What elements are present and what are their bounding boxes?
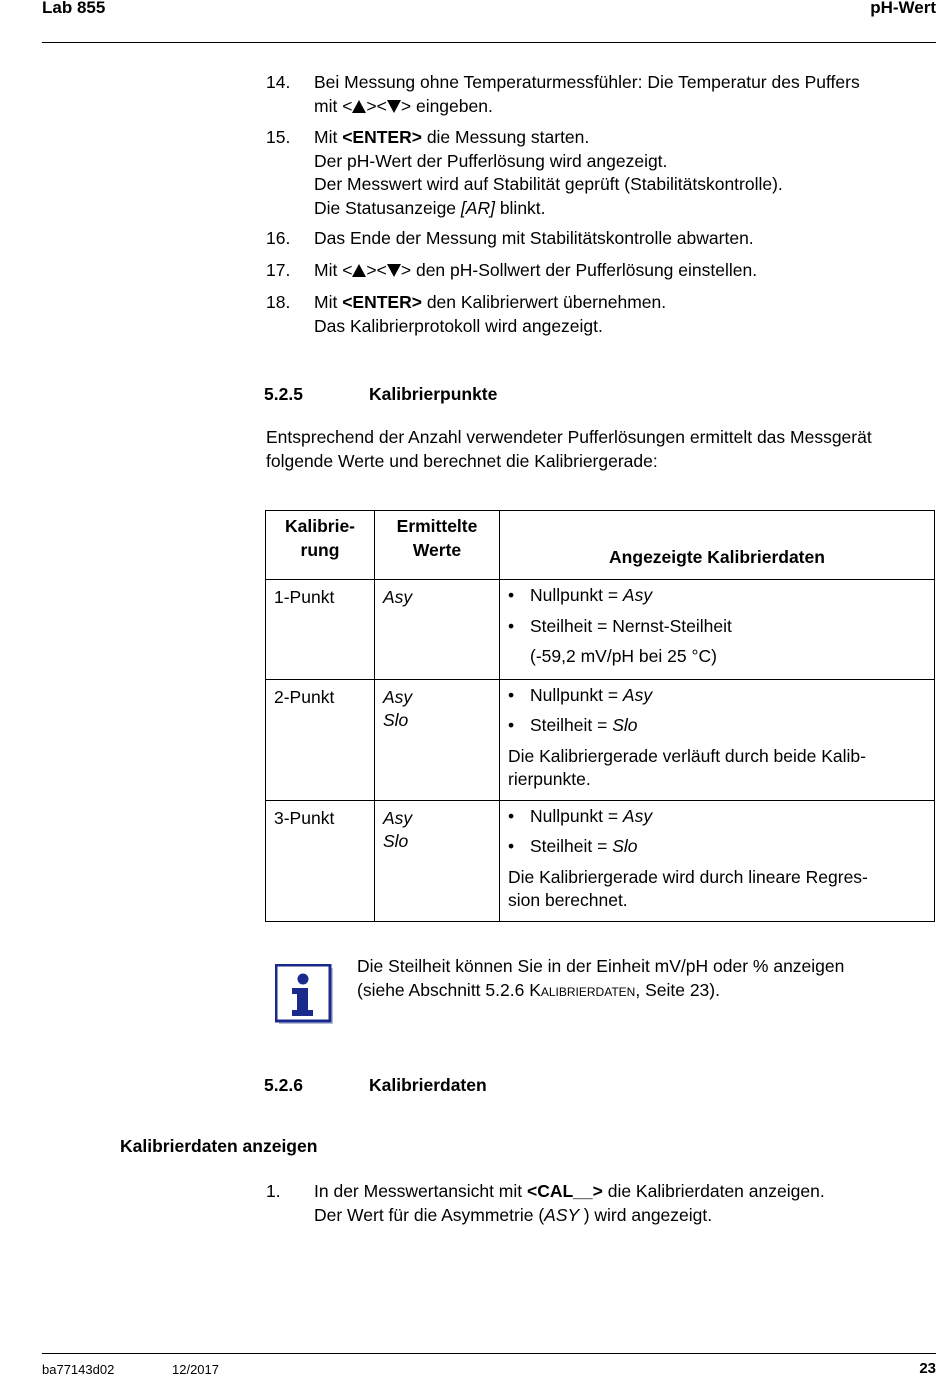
- arrow-up-icon: [352, 264, 366, 277]
- cell-kalibrierung: 1-Punkt: [266, 580, 375, 680]
- header-angezeigte-kalibrierdaten: Angezeigte Kalibrierdaten: [500, 511, 935, 580]
- section-number: 5.2.6: [264, 1075, 303, 1095]
- arrow-down-icon: [387, 264, 401, 277]
- list-item: • Nullpunkt = Asy: [508, 684, 926, 708]
- step-number: 15.: [266, 127, 291, 147]
- step-text: In der Messwertansicht mit <CAL__> die Kalibrierdaten anzeigen.: [314, 1181, 825, 1201]
- page-number: 23: [919, 1360, 936, 1377]
- list-item: • Steilheit = Nernst-Steilheit: [508, 615, 926, 639]
- step-text: Mit <ENTER> die Messung starten.: [314, 127, 590, 147]
- step-text: Mit < >< > den pH-Sollwert der Pufferlösung einstellen.: [314, 260, 758, 280]
- table-row: [266, 580, 935, 680]
- cell-werte: Asy Slo: [375, 679, 500, 800]
- header-right-title: pH-Wert: [870, 0, 936, 17]
- cell-werte: Asy Slo: [375, 800, 500, 921]
- info-note-text: Die Steilheit können Sie in der Einheit mV/pH oder % anzeigen (siehe Abschnitt 5.2.6 Kalibrierdaten, Seite 23).: [357, 956, 845, 1000]
- step-text: Das Kalibrierprotokoll wird angezeigt.: [314, 315, 603, 336]
- footer-doc-number: ba77143d02: [42, 1362, 115, 1377]
- step-text: Der Wert für die Asymmetrie (ASY ) wird angezeigt.: [314, 1204, 713, 1225]
- footer-rule: [42, 1353, 936, 1354]
- intro-paragraph: Entsprechend der Anzahl verwendeter Pufferlösungen ermittelt das Messgerät folgende Werte und berechnet die Kalibriergerade:: [266, 427, 872, 471]
- section-title: Kalibrierpunkte: [369, 384, 498, 404]
- step-number: 1.: [266, 1181, 281, 1201]
- footer-date: 12/2017: [172, 1362, 219, 1377]
- list-item: • Steilheit = Slo: [508, 835, 926, 859]
- step-text: Bei Messung ohne Temperaturmessfühler: Die Temperatur des Puffers: [314, 72, 860, 92]
- step-number: 17.: [266, 260, 291, 280]
- step-number: 14.: [266, 72, 291, 92]
- step-text: Der Messwert wird auf Stabilität geprüft (Stabilitätskontrolle).: [314, 174, 783, 194]
- step-text: Der pH-Wert der Pufferlösung wird angezeigt.: [314, 150, 668, 171]
- table-header-row: [266, 511, 935, 580]
- cell-kalibrierdaten: [500, 580, 935, 680]
- table-row: [266, 800, 935, 921]
- cell-kalibrierdaten: [500, 679, 935, 800]
- section-title: Kalibrierdaten: [369, 1075, 487, 1095]
- cell-kalibrierung: 2-Punkt: [266, 679, 375, 800]
- table-row: [266, 679, 935, 800]
- side-heading: Kalibrierdaten anzeigen: [120, 1136, 318, 1156]
- cell-kalibrierung: 3-Punkt: [266, 800, 375, 921]
- row-note: Die Kalibriergerade wird durch lineare Regres- sion berechnet.: [508, 866, 868, 910]
- header-ermittelte-werte: Ermittelte Werte: [375, 511, 500, 580]
- calibration-table: [265, 510, 935, 922]
- header-kalibrierung: Kalibrie- rung: [266, 511, 375, 580]
- list-item: • Steilheit = Slo: [508, 714, 926, 738]
- list-item-continuation: (-59,2 mV/pH bei 25 °C): [530, 646, 717, 666]
- list-item: • Nullpunkt = Asy: [508, 584, 926, 608]
- section-reference: Kalibrierdaten: [529, 979, 636, 1000]
- step-text: Mit <ENTER> den Kalibrierwert übernehmen.: [314, 292, 667, 312]
- list-item: • Nullpunkt = Asy: [508, 805, 926, 829]
- header-left-title: Lab 855: [42, 0, 106, 17]
- section-number: 5.2.5: [264, 384, 303, 404]
- step-text: Die Statusanzeige [AR] blinkt.: [314, 197, 546, 218]
- step-text: Das Ende der Messung mit Stabilitätskontrolle abwarten.: [314, 228, 754, 248]
- arrow-up-icon: [352, 100, 366, 113]
- arrow-down-icon: [387, 100, 401, 113]
- row-note: Die Kalibriergerade verläuft durch beide Kalib- rierpunkte.: [508, 745, 866, 789]
- header-rule: [42, 42, 936, 43]
- cell-werte: Asy: [375, 580, 500, 680]
- step-text: mit < >< > eingeben.: [314, 95, 493, 116]
- info-icon: [275, 964, 333, 1024]
- step-number: 18.: [266, 292, 291, 312]
- cell-kalibrierdaten: [500, 800, 935, 921]
- step-number: 16.: [266, 228, 291, 248]
